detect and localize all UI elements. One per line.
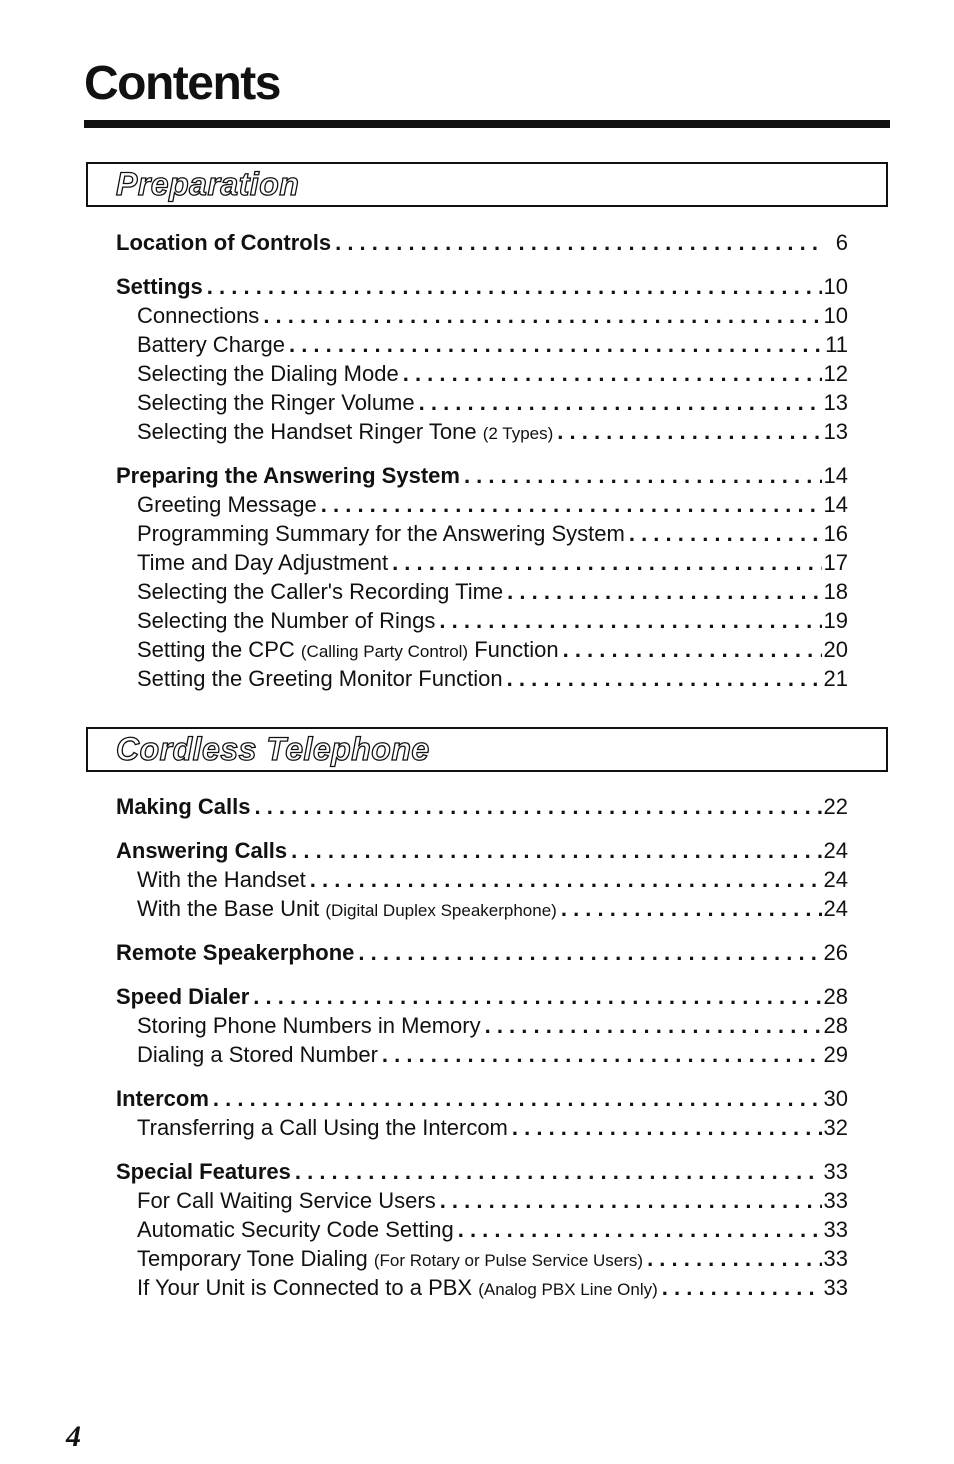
- toc-entry-label: [137, 865, 306, 894]
- toc-entry-page: 14: [823, 463, 848, 488]
- toc-list-cordless-telephone: [116, 792, 848, 1302]
- dot-leader: [436, 1186, 822, 1215]
- toc-entry-title: Intercom: [116, 1086, 209, 1111]
- dot-leader: [388, 548, 822, 577]
- toc-entry-sub: [116, 865, 848, 894]
- toc-entry-page: 24: [823, 896, 848, 921]
- toc-entry-title: Transferring a Call Using the Intercom: [137, 1115, 508, 1140]
- toc-entry-label: [137, 330, 285, 359]
- toc-entry-label: [137, 664, 503, 693]
- toc-entry-sub: [116, 606, 848, 635]
- toc-entry-label: [137, 635, 559, 666]
- toc-entry-title: Remote Speakerphone: [116, 940, 355, 965]
- dot-leader: [378, 1040, 822, 1069]
- toc-entry-page: 28: [823, 1013, 848, 1038]
- toc-entry-main: [116, 792, 848, 821]
- toc-entry-sub: [116, 417, 848, 446]
- dot-leader: [503, 664, 822, 693]
- toc-entry-sub: [116, 577, 848, 606]
- dot-leader: [454, 1215, 822, 1244]
- toc-entry-page: 11: [825, 332, 848, 357]
- toc-entry-sub: [116, 635, 848, 664]
- toc-entry-page: 33: [823, 1217, 848, 1242]
- toc-entry-note: (Analog PBX Line Only): [478, 1280, 658, 1299]
- toc-entry-label: [137, 519, 625, 548]
- dot-leader: [559, 635, 822, 664]
- toc-entry-title: Special Features: [116, 1159, 291, 1184]
- dot-leader: [481, 1011, 822, 1040]
- toc-entry-label: [137, 1011, 481, 1040]
- toc-entry-label: [137, 577, 503, 606]
- dot-leader: [331, 228, 822, 257]
- toc-entry-title: If Your Unit is Connected to a PBX: [137, 1275, 479, 1300]
- toc-entry-label: [137, 490, 317, 519]
- toc-entry-page: 33: [823, 1188, 848, 1213]
- toc-entry-sub: [116, 388, 848, 417]
- toc-entry-sub: [116, 1011, 848, 1040]
- toc-entry-label: [137, 548, 388, 577]
- toc-entry-title: Selecting the Dialing Mode: [137, 361, 399, 386]
- toc-entry-page: 17: [823, 550, 848, 575]
- dot-leader: [317, 490, 822, 519]
- toc-entry-main: [116, 228, 848, 257]
- toc-entry-title: For Call Waiting Service Users: [137, 1188, 436, 1213]
- toc-entry-title: Greeting Message: [137, 492, 317, 517]
- toc-entry-note: (Digital Duplex Speakerphone): [325, 901, 557, 920]
- toc-entry-label: [137, 1186, 436, 1215]
- toc-entry-title: Selecting the Caller's Recording Time: [137, 579, 504, 604]
- toc-entry-title: Speed Dialer: [116, 984, 250, 1009]
- toc-entry-title-suffix: Function: [468, 637, 559, 662]
- dot-leader: [203, 272, 822, 301]
- toc-entry-sub: [116, 664, 848, 693]
- toc-entry-label: [116, 272, 203, 301]
- toc-entry-page: 14: [823, 492, 848, 517]
- toc-entry-main: [116, 982, 848, 1011]
- dot-leader: [249, 982, 822, 1011]
- toc-entry-page: 12: [823, 361, 848, 386]
- toc-entry-title: Dialing a Stored Number: [137, 1042, 378, 1067]
- dot-leader: [250, 792, 822, 821]
- toc-entry-title: Battery Charge: [137, 332, 285, 357]
- toc-entry-label: [137, 1244, 643, 1275]
- toc-entry-sub: [116, 548, 848, 577]
- toc-entry-page: 13: [823, 419, 848, 444]
- toc-entry-page: 33: [823, 1275, 848, 1300]
- toc-entry-page: 33: [823, 1246, 848, 1271]
- toc-entry-title: Answering Calls: [116, 838, 288, 863]
- toc-entry-sub: [116, 1215, 848, 1244]
- toc-entry-page: 33: [823, 1159, 848, 1184]
- toc-entry-sub: [116, 519, 848, 548]
- toc-entry-title: Settings: [116, 274, 203, 299]
- title-rule: [84, 120, 890, 128]
- section-heading: Preparation: [116, 166, 300, 202]
- toc-entry-label: [116, 1157, 291, 1186]
- dot-leader: [259, 301, 822, 330]
- toc-entry-title: Storing Phone Numbers in Memory: [137, 1013, 481, 1038]
- toc-entry-label: [116, 836, 287, 865]
- toc-entry-page: 24: [823, 838, 848, 863]
- toc-entry-page: 19: [823, 608, 848, 633]
- dot-leader: [435, 606, 822, 635]
- toc-entry-title: Setting the Greeting Monitor Function: [137, 666, 503, 691]
- toc-entry-title: Connections: [137, 303, 260, 328]
- toc-entry-title: Location of Controls: [116, 230, 332, 255]
- toc-entry-page: 24: [823, 867, 848, 892]
- dot-leader: [553, 417, 822, 446]
- toc-entry-title: Selecting the Handset Ringer Tone: [137, 419, 483, 444]
- toc-entry-title: Setting the CPC: [137, 637, 301, 662]
- dot-leader: [643, 1244, 822, 1273]
- toc-entry-title: Automatic Security Code Setting: [137, 1217, 454, 1242]
- dot-leader: [291, 1157, 822, 1186]
- toc-entry-label: [137, 894, 557, 925]
- toc-entry-note: (2 Types): [482, 424, 554, 443]
- toc-entry-page: 18: [823, 579, 848, 604]
- toc-entry-page: 16: [823, 521, 848, 546]
- toc-entry-sub: [116, 330, 848, 359]
- toc-entry-note: (For Rotary or Pulse Service Users): [373, 1251, 644, 1270]
- toc-entry-label: [137, 301, 259, 330]
- toc-entry-title: Time and Day Adjustment: [137, 550, 389, 575]
- toc-entry-sub: [116, 490, 848, 519]
- toc-entry-title: Selecting the Ringer Volume: [137, 390, 415, 415]
- toc-entry-main: [116, 938, 848, 967]
- toc-entry-title: Making Calls: [116, 794, 251, 819]
- toc-entry-label: [137, 606, 435, 635]
- dot-leader: [658, 1273, 822, 1302]
- toc-entry-label: [137, 359, 399, 388]
- toc-entry-title: Selecting the Number of Rings: [137, 608, 436, 633]
- toc-entry-sub: [116, 1113, 848, 1142]
- section-header-cordless-telephone: [86, 727, 888, 772]
- toc-entry-sub: [116, 301, 848, 330]
- toc-entry-page: 21: [823, 666, 848, 691]
- section-header-preparation: [86, 162, 888, 207]
- dot-leader: [287, 836, 822, 865]
- dot-leader: [285, 330, 822, 359]
- toc-entry-label: [116, 982, 249, 1011]
- page-title: Contents: [84, 57, 280, 110]
- toc-entry-sub: [116, 1273, 848, 1302]
- toc-entry-main: [116, 1084, 848, 1113]
- dot-leader: [503, 577, 822, 606]
- dot-leader: [415, 388, 822, 417]
- toc-entry-label: [116, 938, 354, 967]
- dot-leader: [625, 519, 822, 548]
- toc-entry-main: [116, 1157, 848, 1186]
- toc-entry-label: [137, 1273, 658, 1304]
- dot-leader: [354, 938, 822, 967]
- toc-entry-page: 13: [823, 390, 848, 415]
- toc-entry-note: (Calling Party Control): [300, 642, 469, 661]
- toc-entry-sub: [116, 359, 848, 388]
- toc-entry-page: 10: [823, 303, 848, 328]
- toc-entry-page: 30: [823, 1086, 848, 1111]
- toc-entry-sub: [116, 1244, 848, 1273]
- toc-entry-page: 26: [823, 940, 848, 965]
- dot-leader: [399, 359, 822, 388]
- toc-entry-title: With the Base Unit: [137, 896, 326, 921]
- toc-entry-label: [116, 461, 460, 490]
- toc-entry-label: [137, 1113, 508, 1142]
- toc-list-preparation: [116, 228, 848, 693]
- toc-entry-main: [116, 272, 848, 301]
- toc-entry-sub: [116, 1040, 848, 1069]
- toc-entry-page: 20: [823, 637, 848, 662]
- section-heading: Cordless Telephone: [116, 731, 430, 767]
- toc-entry-page: 22: [823, 794, 848, 819]
- toc-entry-page: 10: [823, 274, 848, 299]
- toc-entry-title: Preparing the Answering System: [116, 463, 460, 488]
- toc-entry-page: 29: [823, 1042, 848, 1067]
- toc-entry-label: [116, 792, 250, 821]
- dot-leader: [557, 894, 822, 923]
- toc-entry-sub: [116, 1186, 848, 1215]
- toc-entry-title: Programming Summary for the Answering System: [137, 521, 625, 546]
- toc-entry-sub: [116, 894, 848, 923]
- toc-entry-main: [116, 461, 848, 490]
- toc-entry-label: [116, 228, 331, 257]
- dot-leader: [460, 461, 822, 490]
- toc-entry-label: [137, 1040, 378, 1069]
- toc-entry-page: 28: [823, 984, 848, 1009]
- dot-leader: [209, 1084, 822, 1113]
- page-number: 4: [66, 1420, 81, 1453]
- toc-entry-page: 6: [835, 230, 848, 255]
- dot-leader: [508, 1113, 822, 1142]
- toc-entry-title: With the Handset: [137, 867, 306, 892]
- toc-entry-main: [116, 836, 848, 865]
- toc-entry-label: [137, 1215, 454, 1244]
- toc-entry-label: [116, 1084, 209, 1113]
- toc-entry-label: [137, 388, 415, 417]
- toc-entry-label: [137, 417, 553, 448]
- dot-leader: [306, 865, 822, 894]
- toc-entry-title: Temporary Tone Dialing: [137, 1246, 374, 1271]
- toc-entry-page: 32: [823, 1115, 848, 1140]
